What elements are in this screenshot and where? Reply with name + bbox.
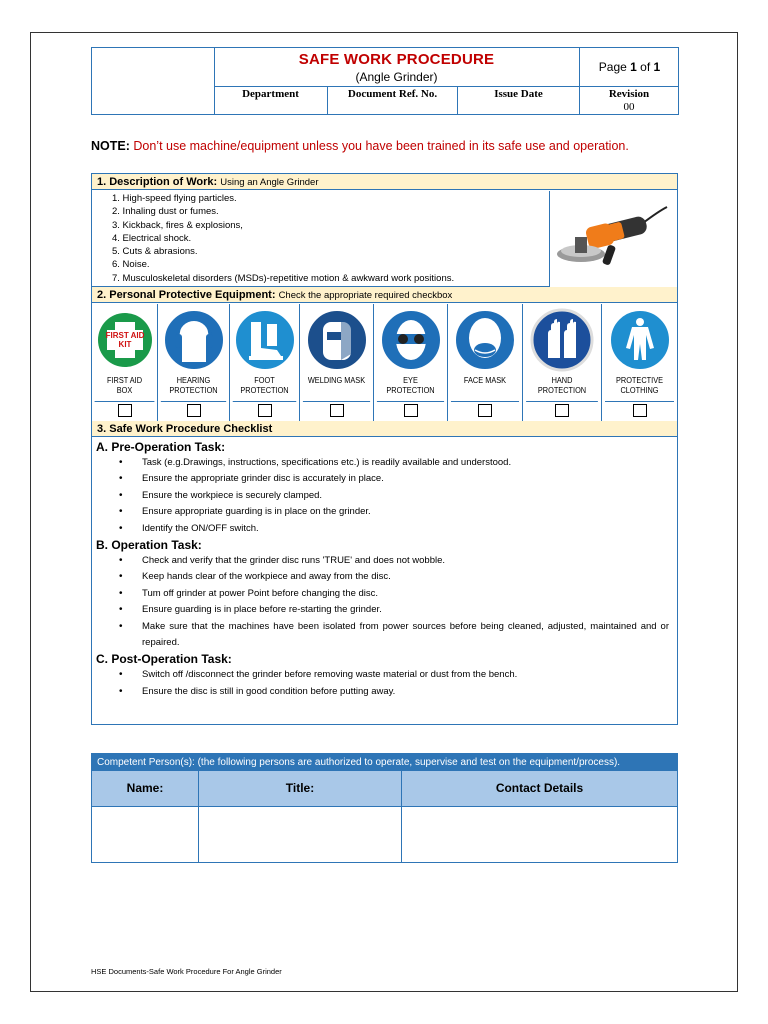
welding-mask-icon <box>305 308 369 372</box>
ppe-label <box>605 376 674 402</box>
section-1-subtitle: Using an Angle Grinder <box>220 177 319 188</box>
list-item: • Ensure the workpiece is securely clamped. <box>142 488 669 504</box>
contact-column-header: Contact Details <box>495 781 584 795</box>
list-item: • Identify the ON/OFF switch. <box>142 521 669 537</box>
hazard-item: 4. Electrical shock. <box>112 232 192 244</box>
ppe-label <box>303 376 370 402</box>
revision-label: Revision <box>608 88 650 100</box>
goggles-icon <box>379 308 443 372</box>
ppe-label <box>451 376 519 402</box>
ppe-welding <box>300 304 374 421</box>
ppe-label-line: FACE MASK <box>463 376 507 385</box>
ppe-hearing <box>158 304 230 421</box>
procedure-box <box>91 173 678 725</box>
section-1-heading <box>92 174 677 190</box>
first-aid-icon-text: FIRST AID <box>105 331 144 340</box>
ppe-checkbox-welding[interactable] <box>330 404 344 417</box>
post-operation-list <box>92 667 677 700</box>
section-1-title: 1. Description of Work: <box>97 176 221 188</box>
angle-grinder-image <box>551 191 677 288</box>
hazard-item: 1. High-speed flying particles. <box>112 193 237 204</box>
ppe-checkbox-hearing[interactable] <box>187 404 201 417</box>
page-prefix: Page <box>598 60 631 74</box>
ppe-checkbox-hand[interactable] <box>555 404 569 417</box>
ppe-label-line: EYE <box>403 376 418 385</box>
department-header: Department <box>214 86 328 114</box>
list-item: • Check and verify that the grinder disc runs 'TRUE' and does not wobble. <box>142 553 669 569</box>
operation-list <box>92 553 677 651</box>
page-mid: of <box>636 60 654 74</box>
ppe-label-line: PROTECTION <box>386 386 435 395</box>
ppe-row <box>92 304 677 422</box>
ppe-label-line: BOX <box>116 386 133 395</box>
note-text: Don’t use machine/equipment unless you have been trained in its safe use and operation. <box>129 139 629 153</box>
angle-grinder-icon <box>551 191 677 287</box>
section-2-subtitle: Check the appropriate required checkbox <box>278 290 453 301</box>
name-column-header: Name: <box>92 771 199 806</box>
note <box>91 139 629 153</box>
ppe-foot <box>230 304 300 421</box>
ppe-label <box>377 376 444 402</box>
hazard-item: 2. Inhaling dust or fumes. <box>112 206 219 218</box>
hazard-item: 5. Cuts & abrasions. <box>112 246 198 258</box>
document-header <box>91 47 679 115</box>
page-number <box>579 48 679 87</box>
section-3-heading: 3. Safe Work Procedure Checklist <box>92 421 677 437</box>
ppe-label <box>526 376 598 402</box>
ppe-checkbox-foot[interactable] <box>258 404 272 417</box>
note-label: NOTE: <box>91 139 130 153</box>
contact-cell[interactable] <box>402 807 677 862</box>
ppe-label-line: FIRST AID <box>106 376 143 385</box>
issue-date-header: Issue Date <box>458 86 580 114</box>
ppe-label <box>161 376 226 402</box>
page-total: 1 <box>653 60 661 74</box>
ppe-eye <box>374 304 448 421</box>
ppe-label-line: PROTECTION <box>240 386 289 395</box>
ppe-checkbox-first-aid[interactable] <box>118 404 132 417</box>
title-cell <box>214 48 579 87</box>
ppe-label-line: PROTECTION <box>537 386 587 395</box>
ppe-hand <box>523 304 602 421</box>
meta-row <box>214 86 678 114</box>
ppe-label-line: PROTECTION <box>169 386 218 395</box>
checklist <box>92 439 677 700</box>
first-aid-icon <box>93 308 157 372</box>
ppe-label-line: HAND <box>551 376 573 385</box>
ppe-first-aid <box>92 304 158 421</box>
post-operation-title: C. Post-Operation Task: <box>96 652 232 667</box>
ppe-checkbox-face-mask[interactable] <box>478 404 492 417</box>
boot-icon <box>233 308 297 372</box>
ppe-checkbox-eye[interactable] <box>404 404 418 417</box>
ppe-label-line: PROTECTIVE <box>615 376 664 385</box>
ppe-label-line: FOOT <box>254 376 275 385</box>
coverall-icon <box>608 308 672 372</box>
face-mask-icon <box>453 308 517 372</box>
ppe-face-mask <box>448 304 523 421</box>
doc-ref-header: Document Ref. No. <box>328 86 458 114</box>
first-aid-icon-text: KIT <box>118 340 131 349</box>
pre-operation-title: A. Pre-Operation Task: <box>96 440 226 454</box>
logo-cell <box>92 48 215 114</box>
list-item: • Ensure guarding is in place before re-starting the grinder. <box>142 602 669 618</box>
competent-persons-table <box>91 753 678 863</box>
list-item: • Ensure the disc is still in good condition before putting away. <box>142 684 669 700</box>
ppe-clothing <box>602 304 677 421</box>
ppe-label-line: HEARING <box>176 376 211 385</box>
ppe-label <box>95 376 155 402</box>
list-item: • Ensure the appropriate grinder disc is accurately in place. <box>142 471 669 487</box>
pre-operation-list <box>92 455 677 537</box>
document-subtitle: (Angle Grinder) <box>355 70 438 84</box>
name-cell[interactable] <box>92 807 199 862</box>
operation-title: B. Operation Task: <box>96 538 202 553</box>
document-title: SAFE WORK PROCEDURE <box>298 51 495 68</box>
competent-persons-heading: Competent Person(s): (the following persons are authorized to operate, supervise and test on the equipment/process). <box>92 754 677 771</box>
page-current: 1 <box>630 60 637 74</box>
hazard-item: 7. Musculoskeletal disorders (MSDs)-repetitive motion & awkward work positions. <box>112 272 455 284</box>
section-2-title: 2. Personal Protective Equipment: <box>97 289 279 301</box>
competent-persons-columns <box>92 771 677 807</box>
list-item: • Make sure that the machines have been isolated from power sources before being cleaned, adjusted, maintained and or repaired. <box>142 619 669 652</box>
title-column-header: Title: <box>199 771 402 806</box>
list-item: • Keep hands clear of the workpiece and away from the disc. <box>142 569 669 585</box>
ear-protection-icon <box>162 308 226 372</box>
revision-header <box>580 86 678 114</box>
ppe-label <box>233 376 296 402</box>
title-cell[interactable] <box>199 807 402 862</box>
gloves-icon <box>530 308 594 372</box>
list-item: • Task (e.g.Drawings, instructions, specifications etc.) is readily available and understood. <box>142 455 669 471</box>
competent-persons-row <box>92 807 677 862</box>
hazard-item: 6. Noise. <box>112 259 150 271</box>
hazard-item: 3. Kickback, fires & explosions, <box>112 219 243 231</box>
section-2-heading <box>92 287 677 303</box>
list-item: • Tum off grinder at power Point before changing the disc. <box>142 586 669 602</box>
hazard-list <box>92 191 550 287</box>
list-item: • Switch off /disconnect the grinder before removing waste material or dust from the bench. <box>142 667 669 683</box>
list-item: • Ensure appropriate guarding is in place on the grinder. <box>142 504 669 520</box>
footer-text: HSE Documents-Safe Work Procedure For Angle Grinder <box>91 967 282 976</box>
revision-value: 00 <box>623 101 635 113</box>
ppe-label-line: CLOTHING <box>620 386 659 395</box>
ppe-checkbox-clothing[interactable] <box>633 404 647 417</box>
ppe-label-line: WELDING MASK <box>307 376 366 385</box>
